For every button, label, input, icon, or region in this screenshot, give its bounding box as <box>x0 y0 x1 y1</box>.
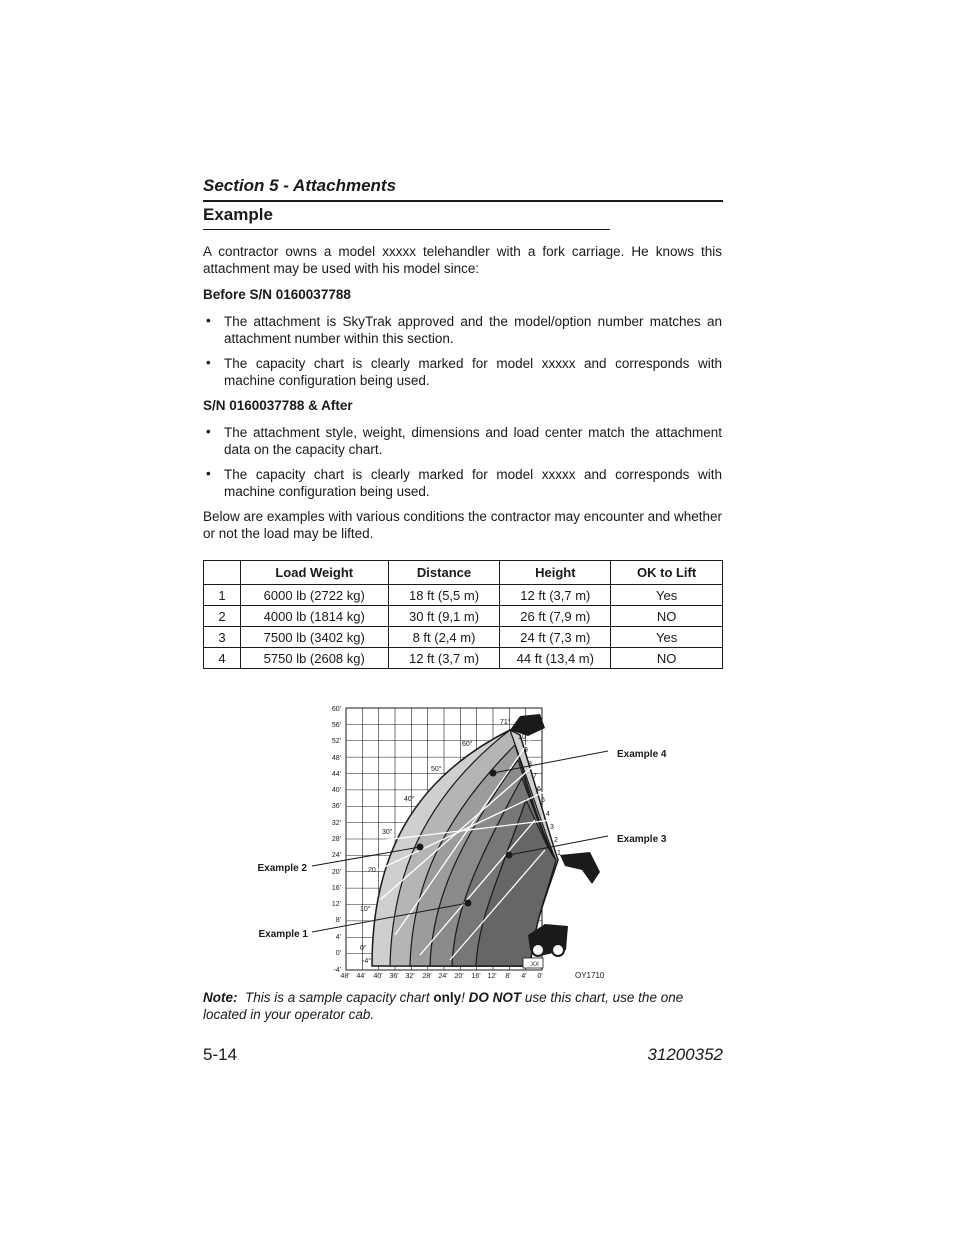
fork-icon-side <box>560 852 600 884</box>
bullet-dot: • <box>206 424 211 439</box>
angle-label: 30° <box>382 829 393 836</box>
table-cell: 8 ft (2,4 m) <box>388 627 500 648</box>
angle-label: 0° <box>360 945 367 952</box>
intro-paragraph: A contractor owns a model xxxxx telehandler with a fork carriage. He knows this attachment may be used with his model since: <box>203 244 722 276</box>
table-cell: 3 <box>204 627 241 648</box>
extension-label: 6 <box>537 786 541 793</box>
example-title: Example <box>203 205 273 224</box>
table-header-row <box>204 561 723 585</box>
example-2-callout: Example 2 <box>257 863 307 874</box>
figure-id: OY1710 <box>575 971 605 980</box>
table-cell: 5750 lb (2608 kg) <box>240 648 388 669</box>
table-header: Distance <box>388 561 500 585</box>
example-3-callout: Example 3 <box>617 834 667 845</box>
x-tick-label: 32' <box>405 973 415 980</box>
y-tick-label: 28' <box>331 836 341 843</box>
wheel-icon <box>532 944 544 956</box>
x-tick-label: 8' <box>505 973 511 980</box>
table-header: Load Weight <box>240 561 388 585</box>
x-tick-label: 28' <box>422 973 432 980</box>
extension-label: 3 <box>550 824 554 831</box>
section-rule <box>203 200 723 202</box>
table-header: Height <box>500 561 611 585</box>
y-tick-label: 48' <box>331 755 341 762</box>
example-rule <box>203 229 610 230</box>
y-tick-label: 60' <box>331 706 341 713</box>
table-cell: 6000 lb (2722 kg) <box>240 585 388 606</box>
table-cell: Yes <box>611 627 723 648</box>
angle-label: 40° <box>404 796 415 803</box>
bullet-dot: • <box>206 313 211 328</box>
example-1-point <box>465 900 472 907</box>
examples-table <box>203 560 723 669</box>
extension-label: 7 <box>533 773 537 780</box>
x-tick-label: 0' <box>537 973 543 980</box>
x-tick-label: 48' <box>340 973 350 980</box>
y-tick-label: 40' <box>331 787 341 794</box>
extension-label: 2 <box>554 837 558 844</box>
before-heading: Before S/N 0160037788 <box>203 287 351 302</box>
extension-label: 5 <box>541 797 545 804</box>
example-2-point <box>417 844 424 851</box>
extension-label: 4 <box>546 811 550 818</box>
y-tick-label: 44' <box>331 771 341 778</box>
table-cell: NO <box>611 606 723 627</box>
before-bullet-1: The attachment is SkyTrak approved and the model/option number matches an attachment number within this section. <box>224 314 722 346</box>
x-tick-label: 24' <box>438 973 448 980</box>
section-title: Section 5 - Attachments <box>203 176 397 195</box>
table-cell: 24 ft (7,3 m) <box>500 627 611 648</box>
y-tick-label: 32' <box>331 820 341 827</box>
table-cell: 44 ft (13,4 m) <box>500 648 611 669</box>
extension-label: 1 <box>557 850 561 857</box>
y-tick-label: 16' <box>331 885 341 892</box>
x-tick-label: 44' <box>356 973 366 980</box>
table-cell: 12 ft (3,7 m) <box>388 648 500 669</box>
angle-label: 10° <box>360 906 371 913</box>
table-cell: 30 ft (9,1 m) <box>388 606 500 627</box>
y-tick-label: 36' <box>331 803 341 810</box>
table-row <box>204 627 723 648</box>
table-header <box>204 561 241 585</box>
angle-label: 60° <box>462 741 473 748</box>
y-tick-label: 20' <box>331 869 341 876</box>
table-cell: NO <box>611 648 723 669</box>
table-cell: 7500 lb (3402 kg) <box>240 627 388 648</box>
table-cell: 2 <box>204 606 241 627</box>
wheel-icon <box>552 944 564 956</box>
note-donot: DO NOT <box>468 990 522 1005</box>
extension-label: 10 <box>518 734 526 741</box>
y-tick-label: 4' <box>335 934 341 941</box>
y-tick-label: 12' <box>331 901 341 908</box>
after-heading: S/N 0160037788 & After <box>203 398 353 413</box>
y-tick-label: 24' <box>331 852 341 859</box>
y-tick-label: 52' <box>331 738 341 745</box>
y-tick-label: 0' <box>335 950 341 957</box>
y-tick-label: 8' <box>335 917 341 924</box>
angle-label: 20 <box>368 867 376 874</box>
table-cell: 12 ft (3,7 m) <box>500 585 611 606</box>
x-tick-label: 12' <box>487 973 497 980</box>
table-cell: 4000 lb (1814 kg) <box>240 606 388 627</box>
x-tick-label: 16' <box>471 973 481 980</box>
x-tick-label: 20' <box>454 973 464 980</box>
angle-label: 50° <box>431 766 442 773</box>
y-tick-label: 56' <box>331 722 341 729</box>
bullet-dot: • <box>206 355 211 370</box>
table-cell: Yes <box>611 585 723 606</box>
note-paragraph <box>203 989 722 1023</box>
example-4-callout: Example 4 <box>617 749 667 760</box>
note-label: Note: <box>203 990 238 1005</box>
table-cell: 26 ft (7,9 m) <box>500 606 611 627</box>
example-1-callout: Example 1 <box>258 929 308 940</box>
example-4-point <box>490 770 497 777</box>
example-3-point <box>506 852 513 859</box>
angle-label: -4° <box>362 958 372 965</box>
angle-label: 71° <box>500 719 511 726</box>
table-header: OK to Lift <box>611 561 723 585</box>
extension-label: 8 <box>528 761 532 768</box>
bullet-dot: • <box>206 466 211 481</box>
x-tick-label: 36' <box>389 973 399 980</box>
table-cell: 4 <box>204 648 241 669</box>
below-paragraph: Below are examples with various conditions the contractor may encounter and whether or not the load may be lifted. <box>203 509 722 541</box>
note-only: only <box>433 990 462 1005</box>
document-number: 31200352 <box>647 1045 723 1064</box>
table-row <box>204 606 723 627</box>
x-tick-label: 40' <box>373 973 383 980</box>
note-text-2: ! <box>461 990 469 1005</box>
before-bullet-2: The capacity chart is clearly marked for model xxxxx and corresponds with machine configuration being used. <box>224 356 722 388</box>
extension-label: 9 <box>524 747 528 754</box>
y-tick-label: -4' <box>333 967 341 974</box>
x-tick-label: 4' <box>521 973 527 980</box>
table-cell: 1 <box>204 585 241 606</box>
after-bullet-1: The attachment style, weight, dimensions and load center match the attachment data on the capacity chart. <box>224 425 722 457</box>
note-text-1: This is a sample capacity chart <box>245 990 434 1005</box>
note-text-3: use this chart, use the one located in your operator cab. <box>203 990 684 1022</box>
xx-label: XX <box>531 962 540 968</box>
after-bullet-2: The capacity chart is clearly marked for model xxxxx and corresponds with machine configuration being used. <box>224 467 722 499</box>
table-cell: 18 ft (5,5 m) <box>388 585 500 606</box>
capacity-chart-figure <box>250 700 700 990</box>
table-row <box>204 648 723 669</box>
table-row <box>204 585 723 606</box>
page-number: 5-14 <box>203 1045 238 1064</box>
